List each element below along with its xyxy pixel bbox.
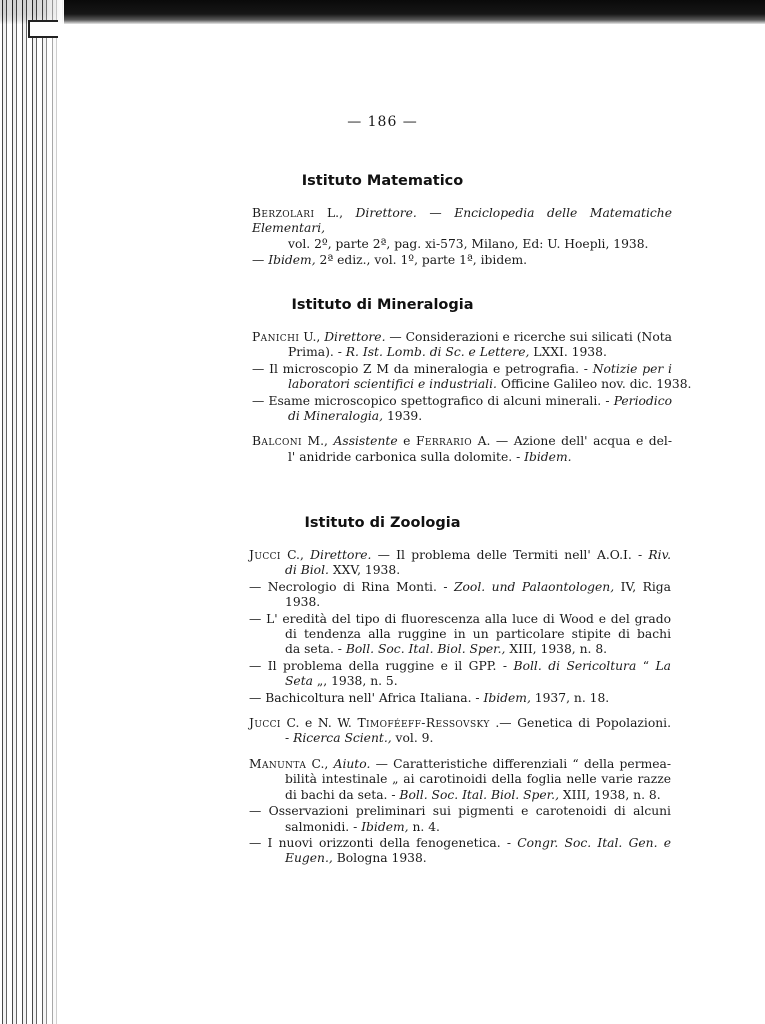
entry-line: Manunta C., Aiuto. — Caratteristiche differenziali “ della permea- (249, 756, 672, 771)
entry-line: — Esame microscopico spettografico di alcuni minerali. - Periodico (252, 393, 672, 408)
entry-line: salmonidi. - Ibidem, n. 4. (285, 819, 440, 834)
entry-line: vol. 2º, parte 2ª, pag. xi-573, Milano, Ed: U. Hoepli, 1938. (288, 236, 649, 251)
author-name: Jucci (249, 548, 281, 562)
author-name: Balconi (252, 434, 303, 449)
entry-line: Prima). - R. Ist. Lomb. di Sc. e Lettere, LXXI. 1938. (288, 345, 607, 360)
author-name: Ferrario (415, 434, 473, 449)
entry-line: Eugen., Bologna 1938. (285, 851, 427, 866)
scan-top-edge (0, 0, 765, 24)
bibliography-entry (249, 612, 671, 658)
entry-line: Jucci C. e N. W. Timoféeff-Ressovsky .— Genetica di Popolazioni. (249, 716, 671, 731)
bibliography-entry (252, 253, 672, 268)
author-name: Berzolari (252, 206, 315, 220)
page-number: — 186 — (347, 114, 418, 130)
bibliography-entry (249, 757, 671, 803)
publication-title: Enciclopedia delle Matematiche Elementari, (252, 206, 672, 236)
entry-line: l' anidride carbonica sulla dolomite. - Ibidem. (288, 449, 572, 464)
bibliography-entry (249, 691, 671, 706)
entry-line: laboratori scientifici e industriali. Officine Galileo nov. dic. 1938. (288, 377, 692, 392)
entry-line: di Mineralogia, 1939. (288, 409, 423, 424)
entry-line: bilità intestinale „ ai carotinoidi della foglia nelle varie razze (285, 772, 671, 787)
entry-line: Balconi M., Assistente e Ferrario A. — Azione dell' acqua e del- (252, 434, 672, 449)
author-name: Timoféeff-Ressovsky (357, 716, 490, 731)
entry-line: Seta „, 1938, n. 5. (285, 674, 398, 689)
entry-line: — Bachicoltura nell' Africa Italiana. - Ibidem, 1937, n. 18. (249, 690, 610, 705)
role: Direttore. (355, 206, 417, 220)
entry-line: Jucci C., Direttore. — Il problema delle Termiti nell' A.O.I. - Riv. (249, 548, 671, 562)
bibliography-entry (252, 330, 672, 361)
entry-line: di tendenza alla ruggine in un particolare stipite di bachi (285, 627, 671, 642)
entry-line: — I nuovi orizzonti della fenogenetica. - Congr. Soc. Ital. Gen. e (249, 835, 671, 850)
bibliography-entry (249, 804, 671, 835)
scan-left-edge-fade (40, 0, 64, 1024)
bibliography-entry (252, 361, 692, 393)
entry-line: 1938. (285, 595, 321, 610)
section-entries-mineralogia (252, 330, 692, 465)
section-heading-zoologia: Istituto di Zoologia (304, 515, 461, 531)
author-name: Manunta (249, 756, 307, 771)
entry-line: da seta. - Boll. Soc. Ital. Biol. Sper., XIII, 1938, n. 8. (285, 642, 608, 657)
entry-line: — Il problema della ruggine e il GPP. - Boll. di Sericoltura “ La (249, 658, 671, 673)
binding-clip (28, 20, 58, 38)
bibliography-entry (249, 716, 671, 747)
entry-line: — Ibidem, 2ª ediz., vol. 1º, parte 1ª, ibidem. (252, 253, 528, 268)
bibliography-entry (252, 434, 672, 465)
section-heading-mineralogia: Istituto di Mineralogia (291, 297, 474, 313)
entry-line: Panichi U., Direttore. — Considerazioni e ricerche sui silicati (Nota (252, 330, 672, 344)
section-entries-matematico (252, 206, 672, 269)
bibliography-entry (249, 659, 671, 690)
entry-line: — Necrologio di Rina Monti. - Zool. und Palaontologen, IV, Riga (249, 579, 671, 594)
author-name: Panichi (252, 330, 300, 344)
entry-line: di bachi da seta. - Boll. Soc. Ital. Biol. Sper., XIII, 1938, n. 8. (285, 787, 661, 802)
bibliography-entry (249, 548, 671, 579)
author-name: Jucci (249, 716, 281, 731)
section-heading-matematico: Istituto Matematico (301, 173, 464, 189)
bibliography-entry (249, 836, 671, 867)
entry-line: di Biol. XXV, 1938. (285, 563, 401, 578)
entry-line: — Il microscopio Z M da mineralogia e petrografia. - Notizie per i (252, 361, 672, 376)
entry-line: - Ricerca Scient., vol. 9. (285, 731, 434, 746)
bibliography-entry (249, 580, 671, 611)
entry-line: — Osservazioni preliminari sui pigmenti e carotenoidi di alcuni (249, 804, 671, 819)
entry-line: — L' eredità del tipo di fluorescenza alla luce di Wood e del grado (249, 611, 671, 626)
bibliography-entry (252, 394, 672, 425)
section-entries-zoologia (249, 548, 671, 867)
bibliography-entry (252, 206, 672, 252)
entry-line: Berzolari L., Direttore. — Enciclopedia delle Matematiche Elementari, (252, 206, 672, 236)
